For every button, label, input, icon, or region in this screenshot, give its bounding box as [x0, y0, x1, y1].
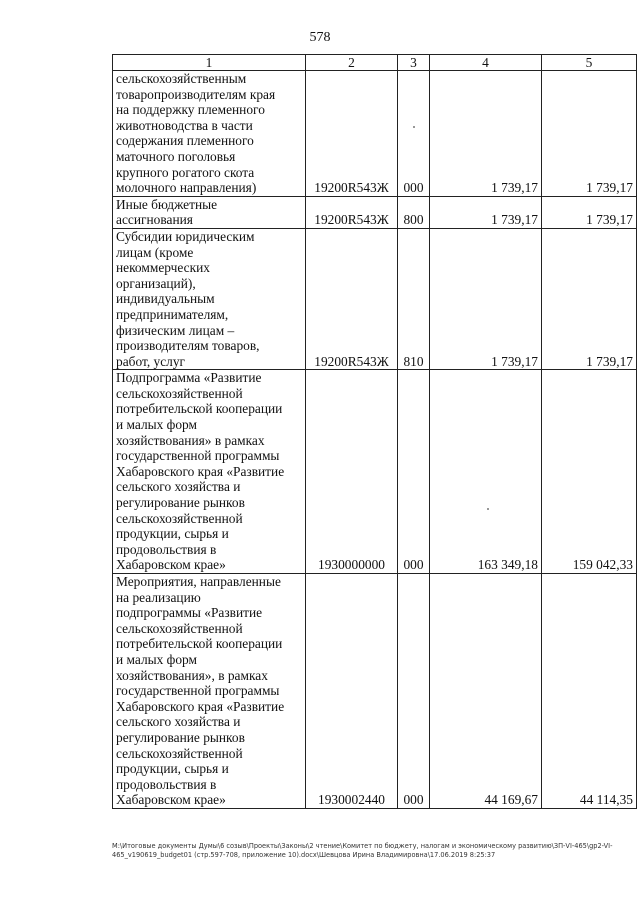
row-amount-1: 1 739,17	[430, 71, 542, 197]
description-line: сельского хозяйства и	[116, 714, 241, 730]
description-line: Иные бюджетные	[116, 196, 218, 212]
description-line: предпринимателям,	[116, 306, 229, 322]
row-amount-2: 1 739,17	[542, 196, 637, 228]
row-description	[113, 228, 306, 369]
document-path-footer	[112, 842, 632, 859]
table-row	[113, 196, 637, 228]
description-line: и малых форм	[116, 651, 198, 667]
description-line: на реализацию	[116, 589, 201, 605]
description-line: некоммерческих	[116, 260, 210, 276]
column-header-code: 2	[306, 55, 398, 71]
row-amount-1: 44 169,67	[430, 574, 542, 809]
row-description	[113, 574, 306, 809]
description-line: сельского хозяйства и	[116, 479, 241, 495]
description-line: подпрограммы «Развитие	[116, 605, 263, 621]
footer-line-2: 465_v190619_budget01 (стр.597-708, приложение 10).docx\Шевцова Ирина Владимировна\17.06.2019 8:25:37	[112, 850, 496, 859]
description-line: Хабаровского края «Развитие	[116, 698, 285, 714]
row-target-code: 19200R543Ж	[306, 71, 398, 197]
description-line: Хабаровского края «Развитие	[116, 463, 285, 479]
description-line: на поддержку племенного	[116, 102, 265, 118]
description-line: продовольствия в	[116, 776, 217, 792]
row-amount-1: 1 739,17	[430, 196, 542, 228]
description-line: ассигнования	[116, 212, 193, 228]
row-amount-1: 1 739,17	[430, 228, 542, 369]
description-line: государственной программы	[116, 683, 280, 699]
column-header-amount-1: 4	[430, 55, 542, 71]
page-number: 578	[309, 30, 331, 45]
description-line: Хабаровском крае»	[116, 557, 226, 573]
description-line: Хабаровском крае»	[116, 792, 226, 808]
row-amount-1: 163 349,18	[430, 370, 542, 574]
row-target-code: 1930000000	[306, 370, 398, 574]
description-line: крупного рогатого скота	[116, 164, 255, 180]
description-line: молочного направления)	[116, 180, 257, 196]
row-expense-type: 810	[398, 228, 430, 369]
description-line: товаропроизводителям края	[116, 86, 276, 102]
description-line: маточного поголовья	[116, 148, 236, 164]
table-row	[113, 228, 637, 369]
description-line: продукции, сырья и	[116, 526, 229, 542]
description-line: физическим лицам –	[116, 322, 235, 338]
column-header-type: 3	[398, 55, 430, 71]
description-line: животноводства в части	[116, 117, 253, 133]
description-line: продовольствия в	[116, 541, 217, 557]
column-header-name: 1	[113, 55, 306, 71]
table-row	[113, 574, 637, 809]
row-description	[113, 196, 306, 228]
description-line: индивидуальным	[116, 291, 215, 307]
description-line: сельскохозяйственной	[116, 510, 243, 526]
description-line: сельскохозяйственной	[116, 385, 243, 401]
row-amount-2: 44 114,35	[542, 574, 637, 809]
row-expense-type: 000	[398, 370, 430, 574]
description-line: и малых форм	[116, 417, 198, 433]
row-description	[113, 71, 306, 197]
table-header-row	[113, 55, 637, 71]
row-expense-type: 800	[398, 196, 430, 228]
description-line: хозяйствования» в рамках	[116, 432, 265, 448]
description-line: продукции, сырья и	[116, 761, 229, 777]
description-line: лицам (кроме	[116, 244, 194, 260]
description-line: Субсидии юридическим	[116, 228, 255, 244]
description-line: регулирование рынков	[116, 495, 245, 511]
scan-speck	[487, 508, 489, 510]
description-line: потребительской кооперации	[116, 636, 283, 652]
description-line: сельскохозяйственным	[116, 71, 247, 86]
description-line: регулирование рынков	[116, 729, 245, 745]
row-amount-2: 159 042,33	[542, 370, 637, 574]
description-line: государственной программы	[116, 448, 280, 464]
description-line: Подпрограмма «Развитие	[116, 370, 262, 386]
row-target-code: 1930002440	[306, 574, 398, 809]
scan-speck	[413, 126, 415, 128]
description-line: потребительской кооперации	[116, 401, 283, 417]
row-target-code: 19200R543Ж	[306, 196, 398, 228]
description-line: работ, услуг	[116, 353, 186, 369]
footer-line-1: M:\Итоговые документы Думы\6 созыв\Проекты\Законы\2 чтение\Комитет по бюджету, налогам и экономическому развитию\ЗП-VI-465\gp2-VI-	[112, 842, 613, 850]
column-header-amount-2: 5	[542, 55, 637, 71]
description-line: хозяйствования», в рамках	[116, 667, 268, 683]
description-line: производителям товаров,	[116, 338, 260, 354]
table-row	[113, 370, 637, 574]
description-line: организаций),	[116, 275, 196, 291]
row-expense-type: 000	[398, 574, 430, 809]
description-line: содержания племенного	[116, 133, 254, 149]
table-row	[113, 71, 637, 197]
row-description	[113, 370, 306, 574]
row-amount-2: 1 739,17	[542, 71, 637, 197]
row-amount-2: 1 739,17	[542, 228, 637, 369]
budget-table	[112, 54, 637, 809]
description-line: сельскохозяйственной	[116, 620, 243, 636]
description-line: Мероприятия, направленные	[116, 574, 281, 589]
row-target-code: 19200R543Ж	[306, 228, 398, 369]
description-line: сельскохозяйственной	[116, 745, 243, 761]
row-expense-type: 000	[398, 71, 430, 197]
